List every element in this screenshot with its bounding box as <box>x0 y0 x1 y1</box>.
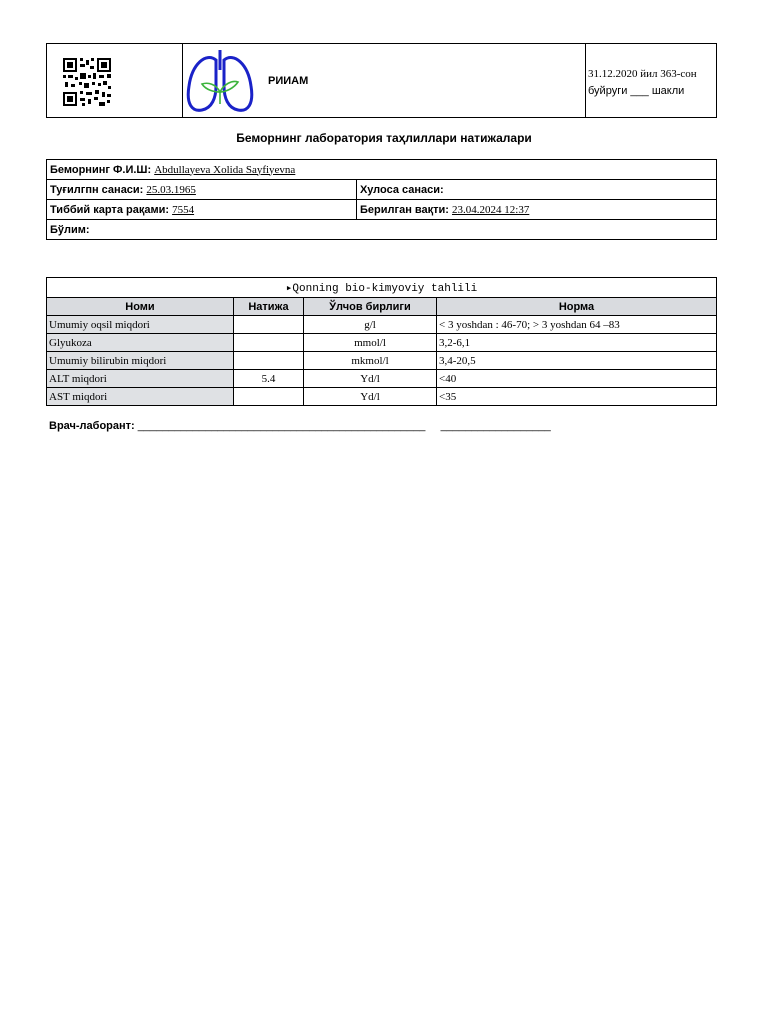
test-result <box>234 334 304 352</box>
conclusion-date-label: Хулоса санаси: <box>360 183 444 196</box>
signature-label: Врач-лаборант: <box>49 420 135 432</box>
issued-time-label: Берилган вақти: <box>360 203 449 216</box>
table-row <box>47 334 717 352</box>
test-name: Glyukoza <box>47 334 234 352</box>
results-caption-row <box>47 278 717 298</box>
test-norm: 3,4-20,5 <box>437 352 717 370</box>
patient-name-row <box>47 160 717 180</box>
table-row <box>47 388 717 406</box>
qr-code-icon <box>63 58 111 106</box>
department-label: Бўлим: <box>50 223 90 236</box>
order-line-2: буйруги ___ шакли <box>588 85 685 97</box>
test-norm: <40 <box>437 370 717 388</box>
organization-name: РИИАМ <box>268 75 309 87</box>
lungs-logo-icon <box>186 48 254 114</box>
signature-block <box>49 420 551 432</box>
test-result <box>234 352 304 370</box>
order-reference <box>586 44 716 117</box>
conclusion-date-cell <box>357 180 717 200</box>
test-unit: mkmol/l <box>304 352 437 370</box>
department-cell <box>47 220 717 240</box>
order-line-1: 31.12.2020 йил 363-сон <box>588 68 697 80</box>
test-result <box>234 388 304 406</box>
patient-name-value: Abdullayeva Xolida Sayfiyevna <box>154 163 296 176</box>
birth-date-row <box>47 180 717 200</box>
card-number-value: 7554 <box>172 203 195 216</box>
test-norm: <35 <box>437 388 717 406</box>
results-header-row <box>47 298 717 316</box>
results-caption: ▸Qonning bio-kimyoviy tahlili <box>47 278 717 298</box>
document-header <box>46 43 717 118</box>
card-number-cell <box>47 200 357 220</box>
test-result: 5.4 <box>234 370 304 388</box>
test-name: AST miqdori <box>47 388 234 406</box>
column-header-result: Натижа <box>234 298 304 316</box>
column-header-name: Номи <box>47 298 234 316</box>
qr-code-cell <box>47 44 183 117</box>
birth-date-label: Туғилгпн санаси: <box>50 183 144 196</box>
birth-date-value: 25.03.1965 <box>146 183 196 196</box>
test-norm: 3,2-6,1 <box>437 334 717 352</box>
issued-time-value: 23.04.2024 12:37 <box>452 203 530 216</box>
table-row <box>47 370 717 388</box>
patient-name-label: Беморнинг Ф.И.Ш: <box>50 163 152 176</box>
table-row <box>47 316 717 334</box>
test-name: Umumiy bilirubin miqdori <box>47 352 234 370</box>
signature-line: _______________________________________________ __________________ <box>137 420 551 432</box>
test-result <box>234 316 304 334</box>
test-name: Umumiy oqsil miqdori <box>47 316 234 334</box>
patient-name-cell <box>47 160 717 180</box>
results-table <box>46 277 717 406</box>
card-number-row <box>47 200 717 220</box>
birth-date-cell <box>47 180 357 200</box>
test-name: ALT miqdori <box>47 370 234 388</box>
column-header-norm: Норма <box>437 298 717 316</box>
patient-info-table <box>46 159 717 240</box>
issued-time-cell <box>357 200 717 220</box>
test-unit: mmol/l <box>304 334 437 352</box>
test-unit: Yd/l <box>304 388 437 406</box>
test-unit: Yd/l <box>304 370 437 388</box>
logo-cell <box>183 44 586 117</box>
department-row <box>47 220 717 240</box>
column-header-unit: Ўлчов бирлиги <box>304 298 437 316</box>
test-unit: g/l <box>304 316 437 334</box>
page-title: Беморнинг лаборатория таҳлиллари натижалари <box>236 131 532 145</box>
table-row <box>47 352 717 370</box>
test-norm: < 3 yoshdan : 46-70; > 3 yoshdan 64 –83 <box>437 316 717 334</box>
card-number-label: Тиббий карта рақами: <box>50 203 170 216</box>
